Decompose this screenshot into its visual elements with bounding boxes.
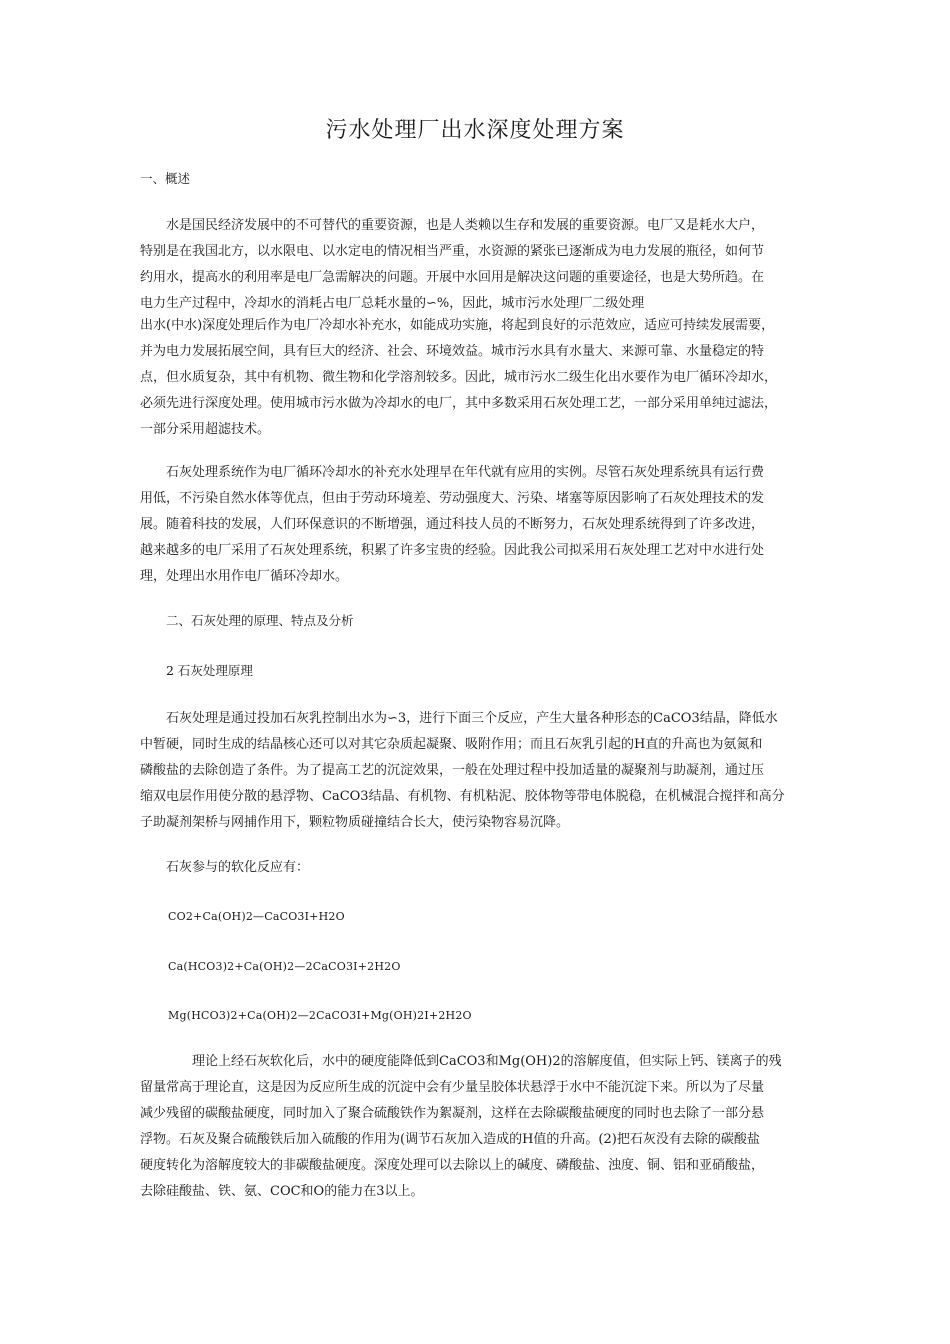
paragraph-line: 缩双电层作用使分散的悬浮物、CaCO3结晶、有机物、有机粘泥、胶体物等带电体脱稳，在机械混合搅拌和高分 [140,789,785,804]
paragraph-line: 越来越多的电厂采用了石灰处理系统，积累了许多宝贵的经验。因此我公司拟采用石灰处理工艺对中水进行处 [140,543,765,558]
section-heading-overview: 一、概述 [140,171,191,186]
sub-heading-lime-principle: 2 石灰处理原理 [166,663,253,678]
paragraph-line: 子助凝剂架桥与网捕作用下，颗粒物质碰撞结合长大，使污染物容易沉降。 [140,815,570,830]
paragraph-line: 中暂硬，同时生成的结晶核心还可以对其它杂质起凝聚、吸附作用；而且石灰乳引起的H直的升高也为氨氮和 [140,737,763,752]
paragraph-line: 理论上经石灰软化后，水中的硬度能降低到CaCO3和Mg(OH)2的溶解度值，但实际上钙、镁离子的残 [192,1054,782,1069]
paragraph-4 [140,706,816,836]
paragraph-line: 电力生产过程中，冷却水的消耗占电厂总耗水量的∽%，因此，城市污水处理厂二级处理 [140,296,645,311]
reaction-formula-3: Mg(HCO3)2+Ca(OH)2—2CaCO3I+Mg(OH)2I+2H2O [168,1009,472,1022]
paragraph-line: 展。随着科技的发展，人们环保意识的不断增强，通过科技人员的不断努力，石灰处理系统得到了许多改进， [140,517,765,532]
paragraph-3 [140,460,816,590]
paragraph-line: 用低，不污染自然水体等优点，但由于劳动环境差、劳动强度大、污染、堵塞等原因影响了石灰处理技术的发 [140,491,765,506]
reaction-formula-1: CO2+Ca(OH)2—CaCO3I+H2O [168,910,345,923]
reaction-intro: 石灰参与的软化反应有： [166,860,310,875]
paragraph-5 [140,1049,816,1205]
paragraph-line: 点，但水质复杂，其中有机物、微生物和化学溶剂较多。因此，城市污水二级生化出水要作为电厂循环冷却水， [140,370,778,385]
paragraph-line: 去除硅酸盐、铁、氨、COC和O的能力在3以上。 [140,1184,424,1199]
paragraph-line: 特别是在我国北方，以水限电、以水定电的情况相当严重，水资源的紧张已逐渐成为电力发展的瓶径，如何节 [140,244,765,259]
paragraph-line: 石灰处理是通过投加石灰乳控制出水为∽3，进行下面三个反应，产生大量各种形态的CaCO3结晶，降低水 [166,711,778,726]
section-heading-lime-treatment: 二、石灰处理的原理、特点及分析 [166,613,354,628]
paragraph-line: 必须先进行深度处理。使用城市污水做为冷却水的电厂，其中多数采用石灰处理工艺，一部分采用单纯过滤法， [140,396,778,411]
paragraph-line: 理，处理出水用作电厂循环冷却水。 [140,569,349,584]
paragraph-line: 浮物。石灰及聚合硫酸铁后加入硫酸的作用为(调节石灰加入造成的H值的升高。(2)把石灰没有去除的碳酸盐 [140,1132,760,1147]
paragraph-line: 水是国民经济发展中的不可替代的重要资源，也是人类赖以生存和发展的重要资源。电厂又是耗水大户， [166,218,765,233]
paragraph-line: 硬度转化为溶解度较大的非碳酸盐硬度。深度处理可以去除以上的碱度、磷酸盐、浊度、铜、铝和亚硝酸盐， [140,1158,765,1173]
paragraph-2 [140,313,816,443]
reaction-formula-2: Ca(HCO3)2+Ca(OH)2—2CaCO3I+2H2O [168,960,401,973]
paragraph-line: 磷酸盐的去除创造了条件。为了提高工艺的沉淀效果，一般在处理过程中投加适量的凝聚剂与助凝剂，通过压 [140,763,765,778]
paragraph-line: 约用水，提高水的利用率是电厂急需解决的问题。开展中水回用是解决这问题的重要途径，也是大势所趋。在 [140,270,765,285]
document-title: 污水处理厂出水深度处理方案 [325,118,625,143]
paragraph-line: 一部分采用超滤技术。 [140,422,271,437]
paragraph-line: 石灰处理系统作为电厂循环冷却水的补充水处理早在年代就有应用的实例。尽管石灰处理系统具有运行费 [166,465,765,480]
paragraph-line: 出水(中水)深度处理后作为电厂冷却水补充水，如能成功实施，将起到良好的示范效应，适应可持续发展需要， [140,318,775,333]
paragraph-line: 留量常高于理论直，这是因为反应所生成的沉淀中会有少量呈胶体状悬浮于水中不能沉淀下来。所以为了尽量 [140,1080,765,1095]
paragraph-line: 减少残留的碳酸盐硬度，同时加入了聚合硫酸铁作为絮凝剂，这样在去除碳酸盐硬度的同时也去除了一部分悬 [140,1106,765,1121]
paragraph-line: 并为电力发展拓展空间，具有巨大的经济、社会、环境效益。城市污水具有水量大、来源可靠、水量稳定的特 [140,344,765,359]
paragraph-1 [140,213,816,317]
